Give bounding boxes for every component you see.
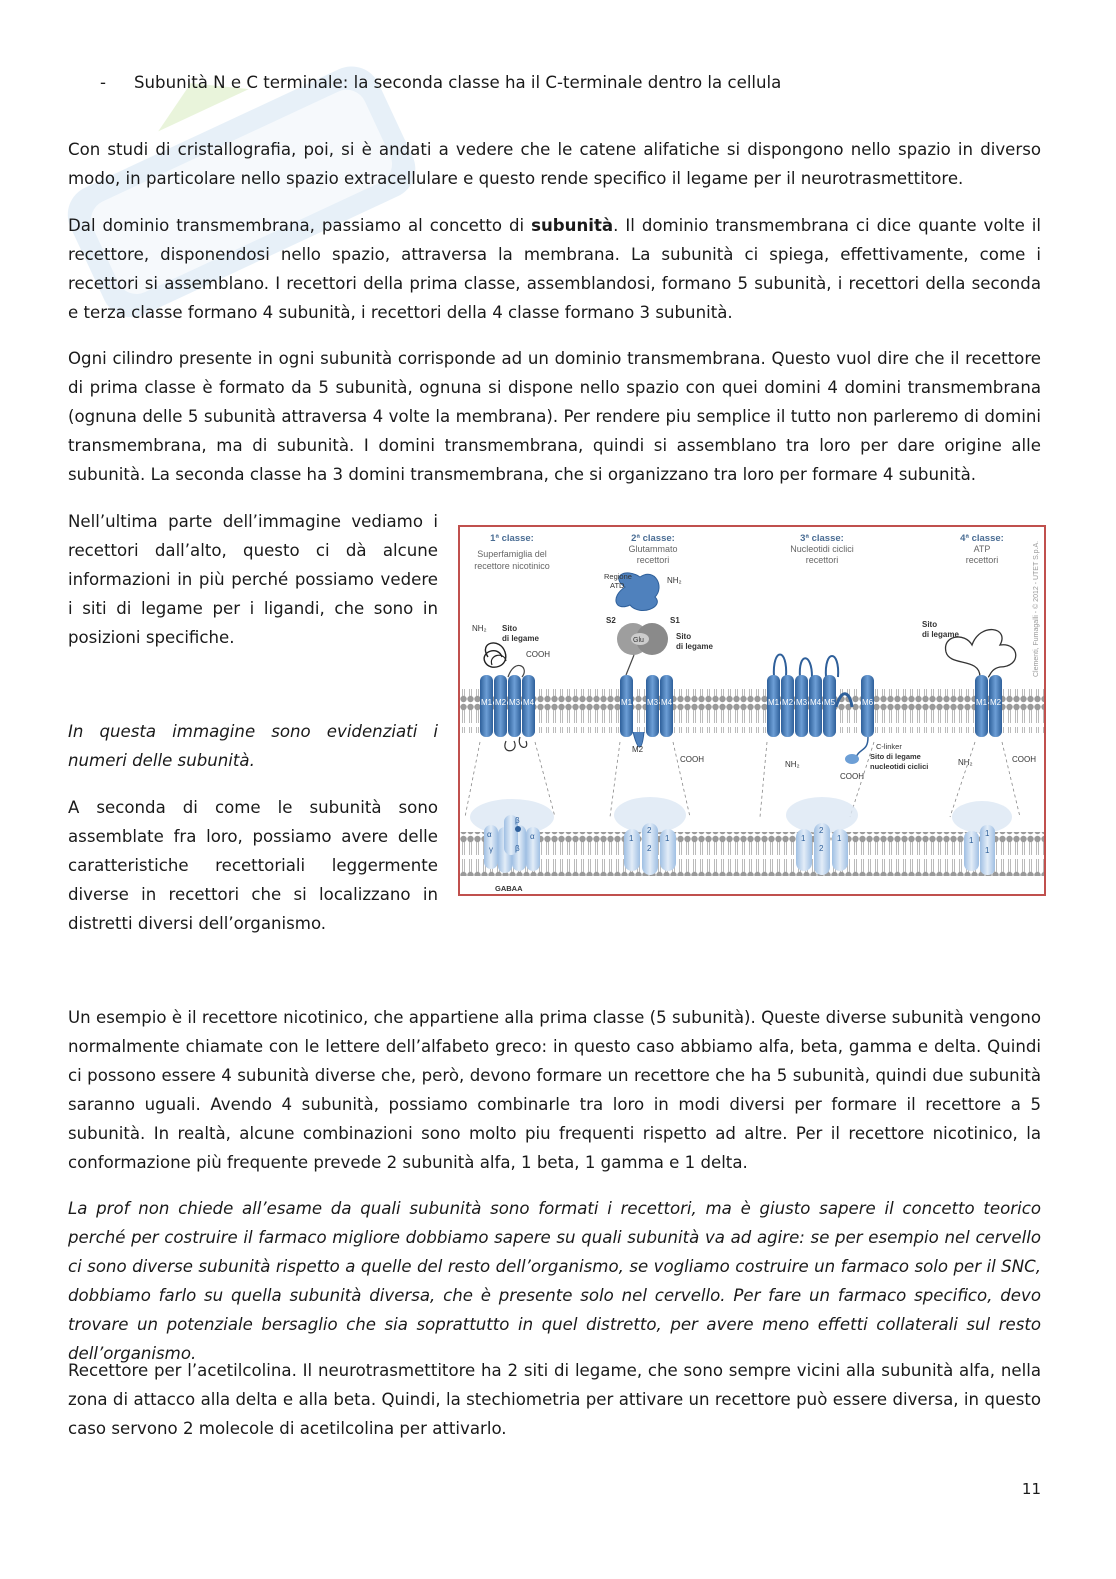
paragraph-nicotinic: Un esempio è il recettore nicotinico, che appartiene alla prima classe (5 subunità). Queste diverse subunità vengono normalmente chiamate con le lettere dell’alfabeto greco: in questo caso abbiamo alfa, beta, gamma e delta. Quindi ci possono essere 4 subunità diverse che, però, devono formare un recettore che ha 5 subunità, quindi due subunità saranno uguali. Avendo 4 subunità, possiamo combinarle tra loro in modi diversi per formare il recettore a 5 subunità. In realtà, alcune combinazioni sono molto piu frequenti rispetto ad altre. Per il recettore nicotinico, la conformazione più frequente prevede 2 subunità alfa, 1 beta, 1 gamma e 1 delta.	[68, 1008, 1041, 1172]
class1-sito: Sito	[502, 624, 518, 633]
class3-sito-1: Sito di legame	[870, 752, 921, 761]
class2-num-2a: 2	[647, 826, 652, 835]
class2-num-1a: 1	[629, 834, 634, 843]
side-paragraph-assembly: A seconda di come le subunità sono assemblate fra loro, possiamo avere delle caratteristiche recettoriali leggermente diverse in recettori che si localizzano in distretti diversi dell’organismo.	[68, 798, 438, 933]
class2-m1-label: M1	[621, 698, 633, 707]
class2-regione: Regione	[604, 572, 632, 581]
class1-di-legame: di legame	[502, 634, 539, 643]
figure-copyright: Clementi, Fumagalli - © 2012 - UTET S.p.A.	[1033, 540, 1040, 677]
class3-title: 3ª classe:	[800, 533, 844, 544]
class2-glu: Glu	[633, 637, 644, 644]
class1-sub2: recettore nicotinico	[474, 561, 550, 571]
paragraph-cylinders: Ogni cilindro presente in ogni subunità corrisponde ad un dominio transmembrana. Questo vuol dire che il recettore di prima classe è formato da 5 subunità, ognuna si dispone nello spazio con quei domini 4 domini transmembrana (ognuna delle 5 subunità attraversa 4 volte la membrana). Per rendere piu semplice il tutto non parleremo di domini transmembrana, ma di subunità. I domini transmembrana, quindi si assemblano tra loro per dare origine alle subunità. La seconda classe ha 3 domini transmembrana, che si organizzano tra loro per formare 4 subunità.	[68, 349, 1041, 484]
class2-atd: ATD	[610, 581, 625, 590]
class3-num-1a: 1	[801, 834, 806, 843]
paragraph-crystallography: Con studi di cristallografia, poi, si è andati a vedere che le catene alifatiche si dispongono nello spazio in diverso modo, in particolare nello spazio extracellulare e questo rende specifico il legame per il neurotrasmettitore.	[68, 140, 1041, 188]
class2-sub2: recettori	[636, 555, 670, 565]
class3-nh2: NH₂	[785, 760, 800, 769]
class2-num-1b: 1	[665, 834, 670, 843]
class1-gaba: GABAA	[495, 884, 523, 893]
class3-sub1: Nucleotidi ciclici	[790, 544, 854, 554]
class3-num-2a: 2	[819, 826, 824, 835]
class4-nh2: NH₂	[958, 758, 973, 767]
side-paragraph-numbers: In questa immagine sono evidenziati i numeri delle subunità.	[68, 722, 438, 770]
class4-di-legame: di legame	[922, 630, 959, 639]
class3-m4-label: M4	[810, 698, 822, 707]
paragraph-acetylcholine: Recettore per l’acetilcolina. Il neurotrasmettitore ha 2 siti di legame, che sono sempre vicini alla subunità alfa, nella zona di attacco alla delta e alla beta. Quindi, la stechiometria per attivare un recettore può essere diversa, in questo caso servono 2 molecole di acetilcolina per attivarlo.	[68, 1361, 1041, 1438]
upper-membrane	[460, 689, 1044, 733]
class1-m2-label: M2	[495, 698, 507, 707]
class4-sub1: ATP	[973, 544, 991, 554]
class1-nh2: NH₂	[472, 624, 487, 633]
class2-s1: S1	[670, 616, 680, 625]
class1-cooh: COOH	[526, 650, 550, 659]
class2-sub1: Glutammato	[628, 544, 678, 554]
class2-s2: S2	[606, 616, 616, 625]
class4-sito: Sito	[922, 620, 938, 629]
class3-num-1b: 1	[837, 834, 842, 843]
class4-num-1c: 1	[985, 846, 990, 855]
class1-m3-label: M3	[509, 698, 521, 707]
keyword-subunita: subunità	[531, 216, 614, 235]
class2-cooh: COOH	[680, 755, 704, 764]
class2-num-2b: 2	[647, 844, 652, 853]
class1-title: 1ª classe:	[490, 533, 534, 544]
class1-alpha-2: α	[530, 832, 535, 841]
class1-beta-1: β	[515, 816, 520, 825]
class2-di-legame: di legame	[676, 642, 713, 651]
receptor-classes-figure	[458, 525, 1046, 896]
class2-receptor	[604, 572, 713, 764]
top-view-class3	[786, 797, 858, 875]
class4-m2-label: M2	[990, 698, 1002, 707]
class4-title: 4ª classe:	[960, 533, 1004, 544]
top-view-class2	[614, 797, 686, 875]
class4-num-1a: 1	[969, 836, 974, 845]
paragraph-subunit-after: . Il dominio transmembrana ci dice quante volte il recettore, disponendosi nello spazio, attraversa la membrana. La subunità ci spiega, effettivamente, come i recettori si assemblano. I recettori della prima classe, assemblandosi, formano 5 subunità, i recettori della seconda e terza classe formano 4 subunità, i recettori della 4 classe formano 3 subunità.	[68, 216, 1041, 322]
class2-m4-label: M4	[661, 698, 673, 707]
receptor-figure-svg	[460, 527, 1044, 894]
class2-nh2: NH₂	[667, 576, 682, 585]
lower-membrane	[460, 832, 1044, 876]
class4-cooh: COOH	[1012, 755, 1036, 764]
class2-m3-label: M3	[647, 698, 659, 707]
class4-num-1b: 1	[985, 829, 990, 838]
class1-m4-label: M4	[523, 698, 535, 707]
bullet-dash: -	[100, 73, 106, 92]
class3-m5-label: M5	[824, 698, 836, 707]
class3-m1-label: M1	[768, 698, 780, 707]
paragraph-prof-note: La prof non chiede all’esame da quali subunità sono formati i recettori, ma è giusto sapere il concetto teorico perché per costruire il farmaco migliore dobbiamo sapere su quali subunità va ad agire: se per esempio nel cervello ci sono diverse subunità rispetto a quelle del resto dell’organismo, se vogliamo costruire un farmaco solo per il SNC, dobbiamo farlo su quella subunità diversa, che è presente solo nel cervello. Per fare un farmaco specifico, devo trovare un potenziale bersaglio che sia soprattutto in quel distretto, per avere meno effetti collaterali sul resto dell’organismo.	[68, 1199, 1041, 1363]
paragraph-subunit-concept	[68, 211, 1041, 327]
page-number: 11	[1021, 1480, 1041, 1498]
class3-cooh: COOH	[840, 772, 864, 781]
class1-beta-2: β	[515, 844, 520, 853]
class3-sub2: recettori	[805, 555, 839, 565]
class1-alpha-1: α	[487, 830, 492, 839]
class2-title: 2ª classe:	[631, 533, 675, 544]
paragraph-subunit-before: Dal dominio transmembrana, passiamo al concetto di	[68, 216, 532, 235]
class4-sub2: recettori	[965, 555, 999, 565]
class4-m1-label: M1	[976, 698, 988, 707]
class3-m6-label: M6	[862, 698, 874, 707]
class1-gamma: γ	[489, 845, 493, 854]
projection-lines	[465, 742, 1020, 817]
bullet-text: Subunità N e C terminale: la seconda classe ha il C-terminale dentro la cellula	[134, 73, 782, 92]
class3-c-linker: C-linker	[876, 742, 902, 751]
class2-sito: Sito	[676, 632, 692, 641]
side-paragraph-top-view: Nell’ultima parte dell’immagine vediamo i recettori dall’alto, questo ci dà alcune informazioni in più perché possiamo vedere i siti di legame per i ligandi, che sono in posizioni specifiche.	[68, 512, 438, 647]
class3-m2-label: M2	[782, 698, 794, 707]
class3-sito-2: nucleotidi ciclici	[870, 762, 929, 771]
class3-m3-label: M3	[796, 698, 808, 707]
class3-num-2b: 2	[819, 844, 824, 853]
class1-sub1: Superfamiglia del	[477, 549, 547, 559]
class1-m1-label: M1	[481, 698, 493, 707]
class2-m2-label: M2	[632, 745, 644, 754]
